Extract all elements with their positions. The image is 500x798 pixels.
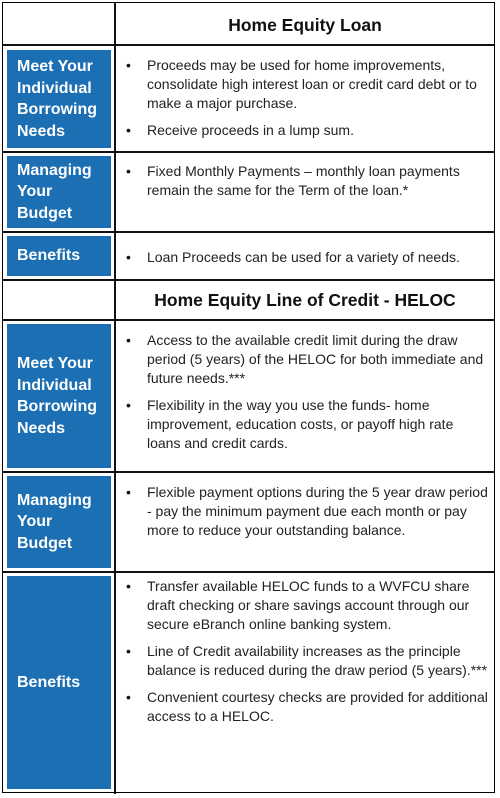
heloc-needs-label	[7, 324, 111, 468]
loan-needs-label-text: Meet Your Individual Borrowing Needs	[17, 58, 97, 140]
divider	[3, 571, 494, 573]
heloc-benefits-label-text: Benefits	[17, 673, 81, 691]
list-item: • Access to the available credit limit during the draw period (5 years) of the HELOC for both immediate and future needs.***	[116, 331, 488, 388]
product-comparison-table	[2, 2, 495, 793]
heloc-budget-content	[116, 483, 488, 548]
heloc-title: Home Equity Line of Credit - HELOC	[154, 290, 456, 310]
loan-title: Home Equity Loan	[228, 15, 382, 35]
list-item: • Line of Credit availability increases as the principle balance is reduced during the draw period (5 years).***	[116, 642, 488, 680]
divider	[3, 151, 494, 153]
loan-budget-label-text: Managing Your Budget	[17, 161, 92, 222]
loan-benefits-content	[116, 248, 488, 275]
list-item: • Proceeds may be used for home improvements, consolidate high interest loan or credit card debt or to make a major purchase.	[116, 56, 488, 113]
list-item: • Receive proceeds in a lump sum.	[116, 121, 488, 140]
heloc-needs-label-text: Meet Your Individual Borrowing Needs	[17, 355, 97, 437]
loan-budget-label	[7, 156, 111, 228]
divider	[3, 44, 494, 46]
loan-needs-content	[116, 56, 488, 148]
list-item: • Transfer available HELOC funds to a WVFCU share draft checking or share savings account through our secure eBranch online banking system.	[116, 577, 488, 634]
divider	[3, 231, 494, 233]
heloc-needs-content	[116, 331, 488, 461]
loan-needs-label	[7, 50, 111, 148]
divider	[3, 319, 494, 321]
heloc-budget-label-text: Managing Your Budget	[17, 491, 92, 552]
heloc-benefits-label	[7, 576, 111, 789]
divider	[3, 279, 494, 281]
heloc-budget-label	[7, 476, 111, 568]
loan-benefits-label-text: Benefits	[17, 247, 81, 265]
list-item: • Flexible payment options during the 5 year draw period - pay the minimum payment due each month or pay more to reduce your outstanding balance.	[116, 483, 488, 540]
loan-budget-content	[116, 162, 488, 208]
list-item: • Loan Proceeds can be used for a variety of needs.	[116, 248, 488, 267]
heloc-benefits-content	[116, 577, 488, 734]
list-item: • Flexibility in the way you use the funds- home improvement, education costs, or payoff high rate loans and credit cards.	[116, 396, 488, 453]
list-item: • Convenient courtesy checks are provided for additional access to a HELOC.	[116, 688, 488, 726]
loan-benefits-label	[7, 236, 111, 276]
list-item: • Fixed Monthly Payments – monthly loan payments remain the same for the Term of the loan.*	[116, 162, 488, 200]
divider	[3, 471, 494, 473]
